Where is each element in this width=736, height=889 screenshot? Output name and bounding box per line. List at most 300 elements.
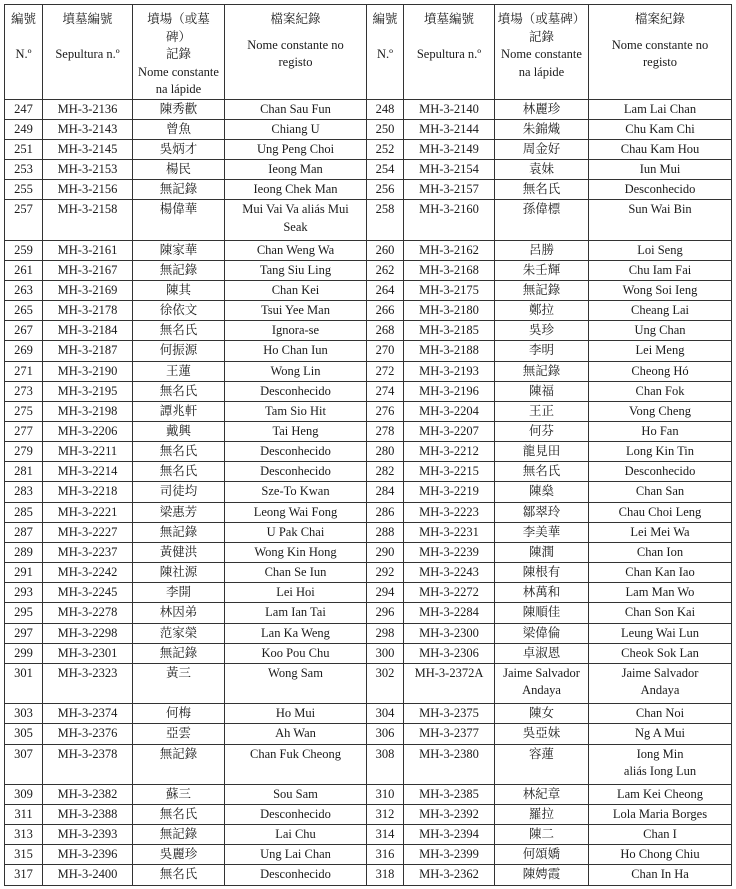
tombstone-name: 梁惠芳 [133, 502, 225, 522]
archive-name: Lam Man Wo [589, 583, 732, 603]
record-number: 310 [367, 784, 404, 804]
archive-name: Chan Son Kai [589, 603, 732, 623]
archive-name: Tam Sio Hit [225, 401, 367, 421]
record-number: 297 [5, 623, 43, 643]
record-number: 272 [367, 361, 404, 381]
tombstone-name: 范家榮 [133, 623, 225, 643]
archive-name: Ung Peng Choi [225, 139, 367, 159]
archive-name: Leong Wai Fong [225, 502, 367, 522]
grave-number: MH-3-2380 [404, 744, 495, 784]
tombstone-name: 無記錄 [133, 744, 225, 784]
table-row [5, 482, 732, 502]
record-number: 305 [5, 724, 43, 744]
archive-name: Ung Chan [589, 321, 732, 341]
archive-name: Chu Kam Chi [589, 119, 732, 139]
table-row [5, 784, 732, 804]
record-number: 284 [367, 482, 404, 502]
record-number: 275 [5, 401, 43, 421]
tombstone-name: 陳其 [133, 280, 225, 300]
grave-number: MH-3-2393 [43, 825, 133, 845]
archive-name: Cheang Lai [589, 301, 732, 321]
header-number: 編號 N.º [5, 5, 43, 100]
record-number: 247 [5, 99, 43, 119]
record-number: 303 [5, 704, 43, 724]
archive-name: Tang Siu Ling [225, 260, 367, 280]
archive-name: Iong Min aliás Iong Lun [589, 744, 732, 784]
header-tombstone-name: 墳場（或墓碑） 記錄 Nome constante na lápide [495, 5, 589, 100]
grave-number: MH-3-2143 [43, 119, 133, 139]
record-number: 309 [5, 784, 43, 804]
table-row [5, 200, 732, 240]
archive-name: Ah Wan [225, 724, 367, 744]
tombstone-name: 無記錄 [133, 180, 225, 200]
grave-number: MH-3-2169 [43, 280, 133, 300]
record-number: 316 [367, 845, 404, 865]
burial-records-table [4, 4, 732, 886]
archive-name: Lei Meng [589, 341, 732, 361]
grave-number: MH-3-2149 [404, 139, 495, 159]
tombstone-name: 無名氏 [133, 865, 225, 886]
tombstone-name: 吳炳才 [133, 139, 225, 159]
tombstone-name: 無名氏 [133, 805, 225, 825]
record-number: 306 [367, 724, 404, 744]
header-tombstone-name: 墳場（或墓碑） 記錄 Nome constante na lápide [133, 5, 225, 100]
table-row [5, 280, 732, 300]
grave-number: MH-3-2245 [43, 583, 133, 603]
record-number: 296 [367, 603, 404, 623]
grave-number: MH-3-2196 [404, 381, 495, 401]
tombstone-name: 陳根有 [495, 563, 589, 583]
record-number: 291 [5, 563, 43, 583]
table-row [5, 341, 732, 361]
tombstone-name: 徐依文 [133, 301, 225, 321]
record-number: 261 [5, 260, 43, 280]
record-number: 285 [5, 502, 43, 522]
table-row [5, 724, 732, 744]
grave-number: MH-3-2195 [43, 381, 133, 401]
archive-name: Sou Sam [225, 784, 367, 804]
archive-name: Lei Hoi [225, 583, 367, 603]
archive-name: Chan Fuk Cheong [225, 744, 367, 784]
tombstone-name: 陳二 [495, 825, 589, 845]
archive-name: Iun Mui [589, 159, 732, 179]
archive-name: Chan Se Iun [225, 563, 367, 583]
table-row [5, 361, 732, 381]
grave-number: MH-3-2237 [43, 542, 133, 562]
table-row [5, 663, 732, 703]
table-row [5, 180, 732, 200]
grave-number: MH-3-2298 [43, 623, 133, 643]
archive-name: Desconhecido [589, 180, 732, 200]
tombstone-name: 朱壬輝 [495, 260, 589, 280]
record-number: 264 [367, 280, 404, 300]
archive-name: Ieong Man [225, 159, 367, 179]
record-number: 298 [367, 623, 404, 643]
grave-number: MH-3-2396 [43, 845, 133, 865]
header-archive-name: 檔案紀錄 Nome constante no registo [225, 5, 367, 100]
tombstone-name: 龍見田 [495, 442, 589, 462]
archive-name: Chan In Ha [589, 865, 732, 886]
table-row [5, 159, 732, 179]
tombstone-name: 無名氏 [495, 180, 589, 200]
grave-number: MH-3-2214 [43, 462, 133, 482]
archive-name: Chan Sau Fun [225, 99, 367, 119]
grave-number: MH-3-2168 [404, 260, 495, 280]
record-number: 266 [367, 301, 404, 321]
archive-name: Ieong Chek Man [225, 180, 367, 200]
tombstone-name: 周金好 [495, 139, 589, 159]
grave-number: MH-3-2385 [404, 784, 495, 804]
grave-number: MH-3-2154 [404, 159, 495, 179]
tombstone-name: 無記錄 [133, 522, 225, 542]
tombstone-name: 無記錄 [133, 643, 225, 663]
tombstone-name: 無記錄 [495, 280, 589, 300]
tombstone-name: 吳亞妹 [495, 724, 589, 744]
grave-number: MH-3-2284 [404, 603, 495, 623]
record-number: 257 [5, 200, 43, 240]
record-number: 283 [5, 482, 43, 502]
tombstone-name: 朱錦熾 [495, 119, 589, 139]
record-number: 269 [5, 341, 43, 361]
archive-name: Koo Pou Chu [225, 643, 367, 663]
tombstone-name: 王正 [495, 401, 589, 421]
header-archive-name: 檔案紀錄 Nome constante no registo [589, 5, 732, 100]
record-number: 267 [5, 321, 43, 341]
record-number: 292 [367, 563, 404, 583]
grave-number: MH-3-2206 [43, 422, 133, 442]
grave-number: MH-3-2306 [404, 643, 495, 663]
archive-name: Tsui Yee Man [225, 301, 367, 321]
grave-number: MH-3-2382 [43, 784, 133, 804]
tombstone-name: 陳秀歡 [133, 99, 225, 119]
grave-number: MH-3-2204 [404, 401, 495, 421]
tombstone-name: 鄒翠玲 [495, 502, 589, 522]
grave-number: MH-3-2323 [43, 663, 133, 703]
tombstone-name: 陳燊 [495, 482, 589, 502]
table-row [5, 643, 732, 663]
grave-number: MH-3-2185 [404, 321, 495, 341]
tombstone-name: 無名氏 [133, 321, 225, 341]
tombstone-name: 李明 [495, 341, 589, 361]
record-number: 253 [5, 159, 43, 179]
tombstone-name: 吳珍 [495, 321, 589, 341]
tombstone-name: 王蓮 [133, 361, 225, 381]
table-row [5, 139, 732, 159]
tombstone-name: 林萬和 [495, 583, 589, 603]
record-number: 294 [367, 583, 404, 603]
record-number: 299 [5, 643, 43, 663]
record-number: 287 [5, 522, 43, 542]
grave-number: MH-3-2362 [404, 865, 495, 886]
grave-number: MH-3-2193 [404, 361, 495, 381]
archive-name: U Pak Chai [225, 522, 367, 542]
record-number: 301 [5, 663, 43, 703]
tombstone-name: 鄭拉 [495, 301, 589, 321]
grave-number: MH-3-2227 [43, 522, 133, 542]
tombstone-name: 何芬 [495, 422, 589, 442]
grave-number: MH-3-2301 [43, 643, 133, 663]
table-row [5, 119, 732, 139]
archive-name: Lam Lai Chan [589, 99, 732, 119]
grave-number: MH-3-2167 [43, 260, 133, 280]
record-number: 258 [367, 200, 404, 240]
record-number: 293 [5, 583, 43, 603]
record-number: 289 [5, 542, 43, 562]
grave-number: MH-3-2211 [43, 442, 133, 462]
table-row [5, 301, 732, 321]
record-number: 300 [367, 643, 404, 663]
tombstone-name: 蘇三 [133, 784, 225, 804]
record-number: 250 [367, 119, 404, 139]
record-number: 290 [367, 542, 404, 562]
tombstone-name: 吳麗珍 [133, 845, 225, 865]
header-grave-number: 墳墓編號 Sepultura n.º [43, 5, 133, 100]
table-row [5, 462, 732, 482]
tombstone-name: 袁妹 [495, 159, 589, 179]
archive-name: Jaime Salvador Andaya [589, 663, 732, 703]
archive-name: Chan I [589, 825, 732, 845]
tombstone-name: Jaime Salvador Andaya [495, 663, 589, 703]
archive-name: Ho Chong Chiu [589, 845, 732, 865]
archive-name: Cheok Sok Lan [589, 643, 732, 663]
archive-name: Tai Heng [225, 422, 367, 442]
record-number: 255 [5, 180, 43, 200]
tombstone-name: 陳娉霞 [495, 865, 589, 886]
record-number: 317 [5, 865, 43, 886]
grave-number: MH-3-2175 [404, 280, 495, 300]
archive-name: Ho Chan Iun [225, 341, 367, 361]
record-number: 271 [5, 361, 43, 381]
archive-name: Chau Kam Hou [589, 139, 732, 159]
archive-name: Sun Wai Bin [589, 200, 732, 240]
record-number: 288 [367, 522, 404, 542]
tombstone-name: 陳順佳 [495, 603, 589, 623]
grave-number: MH-3-2400 [43, 865, 133, 886]
tombstone-name: 曾魚 [133, 119, 225, 139]
tombstone-name: 無記錄 [495, 361, 589, 381]
table-row [5, 502, 732, 522]
record-number: 302 [367, 663, 404, 703]
archive-name: Ignora-se [225, 321, 367, 341]
tombstone-name: 呂勝 [495, 240, 589, 260]
record-number: 273 [5, 381, 43, 401]
grave-number: MH-3-2188 [404, 341, 495, 361]
table-row [5, 381, 732, 401]
archive-name: Lam Kei Cheong [589, 784, 732, 804]
table-row [5, 321, 732, 341]
tombstone-name: 亞雲 [133, 724, 225, 744]
grave-number: MH-3-2376 [43, 724, 133, 744]
archive-name: Ung Lai Chan [225, 845, 367, 865]
record-number: 254 [367, 159, 404, 179]
record-number: 311 [5, 805, 43, 825]
grave-number: MH-3-2218 [43, 482, 133, 502]
archive-name: Desconhecido [225, 381, 367, 401]
table-row [5, 563, 732, 583]
record-number: 281 [5, 462, 43, 482]
tombstone-name: 羅拉 [495, 805, 589, 825]
record-number: 314 [367, 825, 404, 845]
tombstone-name: 林因弟 [133, 603, 225, 623]
record-number: 282 [367, 462, 404, 482]
tombstone-name: 無記錄 [133, 825, 225, 845]
tombstone-name: 李美華 [495, 522, 589, 542]
record-number: 307 [5, 744, 43, 784]
archive-name: Lan Ka Weng [225, 623, 367, 643]
archive-name: Desconhecido [225, 865, 367, 886]
tombstone-name: 黃健洪 [133, 542, 225, 562]
grave-number: MH-3-2180 [404, 301, 495, 321]
grave-number: MH-3-2372A [404, 663, 495, 703]
tombstone-name: 何梅 [133, 704, 225, 724]
tombstone-name: 無名氏 [133, 381, 225, 401]
record-number: 278 [367, 422, 404, 442]
tombstone-name: 卓淑恩 [495, 643, 589, 663]
header-number: 編號 N.º [367, 5, 404, 100]
archive-name: Desconhecido [589, 462, 732, 482]
archive-name: Chan Noi [589, 704, 732, 724]
grave-number: MH-3-2239 [404, 542, 495, 562]
tombstone-name: 梁偉倫 [495, 623, 589, 643]
archive-name: Loi Seng [589, 240, 732, 260]
grave-number: MH-3-2375 [404, 704, 495, 724]
tombstone-name: 楊偉華 [133, 200, 225, 240]
tombstone-name: 林紀章 [495, 784, 589, 804]
grave-number: MH-3-2378 [43, 744, 133, 784]
archive-name: Desconhecido [225, 442, 367, 462]
tombstone-name: 譚兆軒 [133, 401, 225, 421]
table-row [5, 583, 732, 603]
grave-number: MH-3-2243 [404, 563, 495, 583]
archive-name: Long Kin Tin [589, 442, 732, 462]
table-row [5, 865, 732, 886]
record-number: 252 [367, 139, 404, 159]
tombstone-name: 陳潤 [495, 542, 589, 562]
tombstone-name: 陳女 [495, 704, 589, 724]
grave-number: MH-3-2140 [404, 99, 495, 119]
grave-number: MH-3-2158 [43, 200, 133, 240]
tombstone-name: 黃三 [133, 663, 225, 703]
archive-name: Ng A Mui [589, 724, 732, 744]
archive-name: Leung Wai Lun [589, 623, 732, 643]
tombstone-name: 無名氏 [133, 462, 225, 482]
tombstone-name: 孫偉標 [495, 200, 589, 240]
tombstone-name: 陳家華 [133, 240, 225, 260]
grave-number: MH-3-2153 [43, 159, 133, 179]
grave-number: MH-3-2207 [404, 422, 495, 442]
record-number: 312 [367, 805, 404, 825]
grave-number: MH-3-2184 [43, 321, 133, 341]
table-row [5, 401, 732, 421]
archive-name: Chan Kei [225, 280, 367, 300]
record-number: 313 [5, 825, 43, 845]
table-row [5, 845, 732, 865]
table-row [5, 240, 732, 260]
grave-number: MH-3-2161 [43, 240, 133, 260]
record-number: 256 [367, 180, 404, 200]
grave-number: MH-3-2157 [404, 180, 495, 200]
grave-number: MH-3-2242 [43, 563, 133, 583]
record-number: 304 [367, 704, 404, 724]
archive-name: Sze-To Kwan [225, 482, 367, 502]
grave-number: MH-3-2144 [404, 119, 495, 139]
grave-number: MH-3-2136 [43, 99, 133, 119]
archive-name: Wong Soi Ieng [589, 280, 732, 300]
grave-number: MH-3-2300 [404, 623, 495, 643]
tombstone-name: 楊民 [133, 159, 225, 179]
grave-number: MH-3-2178 [43, 301, 133, 321]
table-row [5, 542, 732, 562]
archive-name: Cheong Hó [589, 361, 732, 381]
grave-number: MH-3-2190 [43, 361, 133, 381]
table-row [5, 825, 732, 845]
record-number: 259 [5, 240, 43, 260]
record-number: 263 [5, 280, 43, 300]
grave-number: MH-3-2377 [404, 724, 495, 744]
tombstone-name: 無記錄 [133, 260, 225, 280]
table-row [5, 623, 732, 643]
grave-number: MH-3-2162 [404, 240, 495, 260]
record-number: 295 [5, 603, 43, 623]
grave-number: MH-3-2278 [43, 603, 133, 623]
grave-number: MH-3-2160 [404, 200, 495, 240]
archive-name: Chan Kan Iao [589, 563, 732, 583]
grave-number: MH-3-2399 [404, 845, 495, 865]
grave-number: MH-3-2145 [43, 139, 133, 159]
table-row [5, 603, 732, 623]
archive-name: Chan Fok [589, 381, 732, 401]
record-number: 308 [367, 744, 404, 784]
record-number: 251 [5, 139, 43, 159]
grave-number: MH-3-2231 [404, 522, 495, 542]
archive-name: Vong Cheng [589, 401, 732, 421]
record-number: 262 [367, 260, 404, 280]
record-number: 315 [5, 845, 43, 865]
record-number: 260 [367, 240, 404, 260]
grave-number: MH-3-2223 [404, 502, 495, 522]
archive-name: Chan Ion [589, 542, 732, 562]
archive-name: Desconhecido [225, 805, 367, 825]
archive-name: Chiang U [225, 119, 367, 139]
record-number: 280 [367, 442, 404, 462]
tombstone-name: 林麗珍 [495, 99, 589, 119]
grave-number: MH-3-2221 [43, 502, 133, 522]
tombstone-name: 何頌嬌 [495, 845, 589, 865]
archive-name: Wong Kin Hong [225, 542, 367, 562]
record-number: 318 [367, 865, 404, 886]
record-number: 276 [367, 401, 404, 421]
table-row [5, 260, 732, 280]
record-number: 249 [5, 119, 43, 139]
archive-name: Lai Chu [225, 825, 367, 845]
archive-name: Lei Mei Wa [589, 522, 732, 542]
archive-name: Chau Choi Leng [589, 502, 732, 522]
archive-name: Wong Lin [225, 361, 367, 381]
table-row [5, 522, 732, 542]
record-number: 248 [367, 99, 404, 119]
table-row [5, 442, 732, 462]
header-grave-number: 墳墓編號 Sepultura n.º [404, 5, 495, 100]
record-number: 270 [367, 341, 404, 361]
archive-name: Mui Vai Va aliás Mui Seak [225, 200, 367, 240]
table-row [5, 805, 732, 825]
record-number: 265 [5, 301, 43, 321]
table-row [5, 744, 732, 784]
tombstone-name: 無名氏 [133, 442, 225, 462]
tombstone-name: 陳福 [495, 381, 589, 401]
archive-name: Chu Iam Fai [589, 260, 732, 280]
grave-number: MH-3-2212 [404, 442, 495, 462]
